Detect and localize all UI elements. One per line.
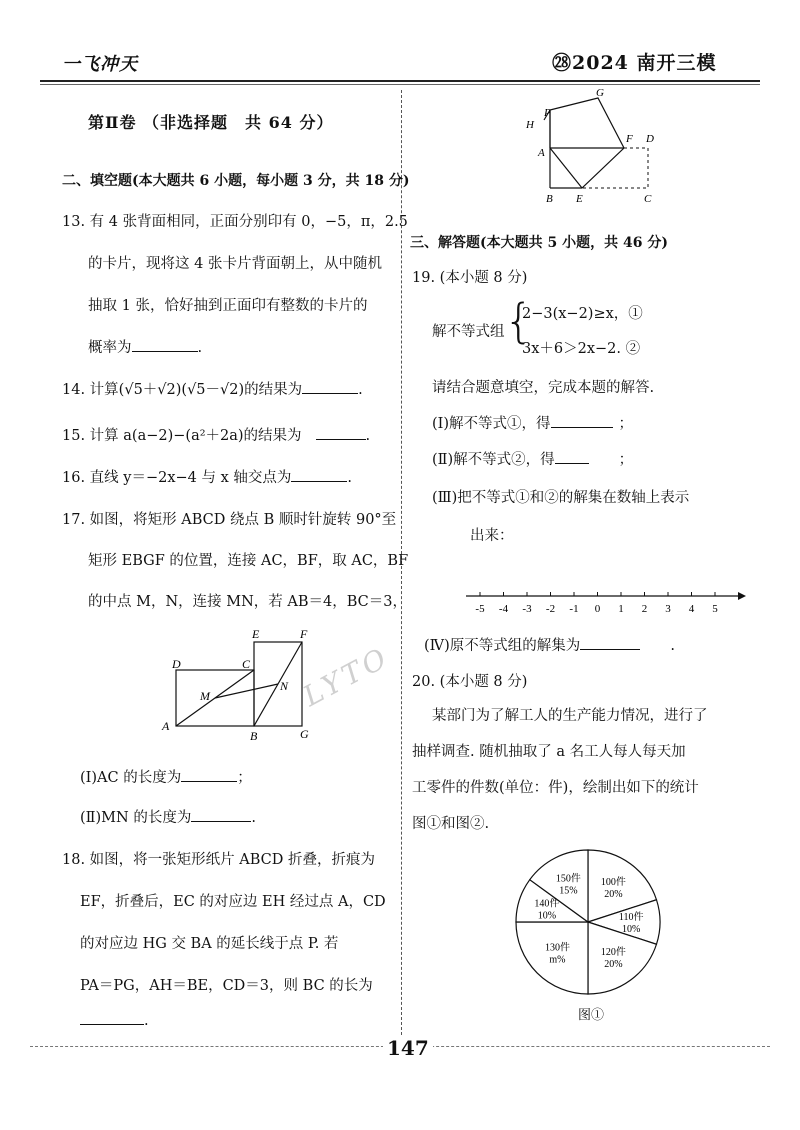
q13-line4 <box>88 336 202 357</box>
label-C: C <box>242 657 251 671</box>
q17-sub1 <box>80 766 252 787</box>
q17-line1: 17. 如图，将矩形 ABCD 绕点 B 顺时针旋转 90°至 <box>62 512 397 528</box>
q18-line4: PA＝PG，AH＝BE，CD＝3，则 BC 的长为 <box>80 978 373 994</box>
label-F: F <box>300 627 308 641</box>
q13-line3: 抽取 1 张，恰好抽到正面印有整数的卡片的 <box>88 298 368 314</box>
pie-slice-category: 110件 <box>618 912 644 923</box>
q19-head: 19. (本小题 8 分) <box>412 270 528 286</box>
q17-sub2-prompt: (Ⅱ)MN 的长度为 <box>80 810 192 826</box>
q17-sub1-prompt: (Ⅰ)AC 的长度为 <box>80 770 182 786</box>
q19-instruction: 请结合题意填空，完成本题的解答. <box>432 380 655 396</box>
q19-s1 <box>432 412 633 433</box>
label-F2: F <box>626 133 633 145</box>
q18-answer-line <box>80 1010 149 1029</box>
pie-slice-category: 120件 <box>600 946 626 958</box>
q13-line2: 的卡片，现将这 4 张卡片背面朝上，从中随机 <box>88 256 382 272</box>
q19-s2-answer-blank[interactable] <box>555 449 589 464</box>
q19-s1-answer-blank[interactable] <box>551 413 613 428</box>
pie-chart <box>508 842 668 1002</box>
pie-slice-category: 140件 <box>534 898 560 910</box>
q16 <box>62 466 352 487</box>
number-line <box>464 584 746 618</box>
q16-answer-blank[interactable] <box>291 467 347 482</box>
q19-s4 <box>424 634 675 655</box>
label-B2: B <box>546 193 553 205</box>
q13-line1: 13. 有 4 张背面相同，正面分别印有 0，−5，π，2.5 <box>62 214 408 230</box>
q20-line3: 工零件的件数(单位：件)，绘制出如下的统计 <box>412 780 699 796</box>
q18-answer-blank[interactable] <box>80 1010 144 1025</box>
q13-period: . <box>197 340 203 356</box>
folded-shape <box>550 98 624 188</box>
pie-slice-category: 130件 <box>544 942 570 954</box>
number-line-arrow <box>738 592 746 600</box>
page-number: 147 <box>383 1036 433 1060</box>
q19-ineq1: 2−3(x−2)≥x，① <box>522 306 643 322</box>
label-A2: A <box>538 147 545 159</box>
q17-line3: 的中点 M，N，连接 MN，若 AB＝4，BC＝3， <box>88 594 407 610</box>
q20-head: 20. (本小题 8 分) <box>412 674 528 690</box>
q19-brace: { <box>504 294 534 348</box>
header-rule-thin <box>40 84 760 85</box>
label-P: P <box>544 107 551 119</box>
q13-answer-blank[interactable] <box>132 337 198 352</box>
label-D: D <box>172 657 181 671</box>
number-line-label: 5 <box>712 603 718 615</box>
q15 <box>62 424 370 445</box>
part-title: 第Ⅱ卷 （非选择题 共 64 分） <box>88 113 334 132</box>
original-rect-part <box>582 148 648 188</box>
q14-answer-blank[interactable] <box>302 379 358 394</box>
q13-prompt: 概率为 <box>88 340 132 356</box>
q19-s1-semicolon: ； <box>618 416 634 432</box>
q17-sub2 <box>80 806 256 827</box>
label-B: B <box>250 729 258 742</box>
pie-slice-category: 100件 <box>600 877 626 889</box>
segment-AE <box>550 148 582 188</box>
label-M: M <box>200 689 210 703</box>
q19-s3b: 出来： <box>470 528 514 544</box>
q14 <box>62 378 363 399</box>
q17-line2: 矩形 EBGF 的位置，连接 AC，BF，取 AC，BF <box>88 553 409 569</box>
q17-sub1-answer-blank[interactable] <box>181 767 237 782</box>
q15-period: . <box>365 428 371 444</box>
q20-line1: 某部门为了解工人的生产能力情况，进行了 <box>432 708 708 724</box>
q15-answer-blank[interactable] <box>316 425 366 440</box>
pie-slice-percent: 20% <box>604 889 623 901</box>
label-E2: E <box>576 193 583 205</box>
q19-s4-answer-blank[interactable] <box>580 635 640 650</box>
number-line-label: 2 <box>641 603 648 615</box>
number-line-label: -3 <box>522 603 532 615</box>
pie-slice-percent: 10% <box>622 924 641 935</box>
header-right-title: ㉘2024 南开三模 <box>552 52 717 74</box>
label-N: N <box>280 679 289 693</box>
label-H: H <box>526 119 534 131</box>
q14-prompt: 14. 计算(√5＋√2)(√5－√2)的结果为 <box>62 382 303 398</box>
pie-slice-percent: m% <box>549 954 566 966</box>
number-line-label: 0 <box>594 603 601 615</box>
q20-line4: 图①和图②. <box>412 816 490 832</box>
q16-prompt: 16. 直线 y＝−2x−4 与 x 轴交点为 <box>62 470 292 486</box>
q18-figure <box>520 86 670 210</box>
pie-slice-percent: 10% <box>537 910 557 922</box>
q19-s4-period: . <box>670 638 675 654</box>
header-rule <box>40 80 760 82</box>
section2-title: 二、填空题(本大题共 6 小题，每小题 3 分，共 18 分) <box>62 173 410 189</box>
q18-period: . <box>144 1013 149 1029</box>
number-line-label: 4 <box>688 603 695 615</box>
label-E: E <box>252 627 260 641</box>
q19-s3a: (Ⅲ)把不等式①和②的解集在数轴上表示 <box>432 490 690 506</box>
q14-period: . <box>358 382 363 398</box>
q18-line3: 的对应边 HG 交 BA 的延长线于点 P. 若 <box>80 936 339 952</box>
q17-sub2-answer-blank[interactable] <box>191 807 251 822</box>
label-A: A <box>162 719 170 733</box>
q16-period: . <box>347 470 353 486</box>
number-line-label: 3 <box>665 603 671 615</box>
q17-sub2-period: . <box>251 810 256 826</box>
header-left-title: 一飞冲天 <box>62 54 138 75</box>
q19-s2 <box>432 448 633 469</box>
watermark-stamp: LYTO <box>297 640 396 713</box>
q15-prompt: 15. 计算 a(a−2)−(a²＋2a)的结果为 <box>62 428 302 444</box>
q20-line2: 抽样调查. 随机抽取了 a 名工人每人每天加 <box>412 744 686 760</box>
q18-line1: 18. 如图，将一张矩形纸片 ABCD 折叠，折痕为 <box>62 852 376 868</box>
label-G: G <box>300 727 309 741</box>
pie-caption: 图① <box>578 1008 605 1023</box>
q19-ineq2: 3x＋6＞2x−2. ② <box>522 341 641 357</box>
number-line-label: -5 <box>475 603 485 615</box>
label-G2: G <box>596 87 604 99</box>
q19-s2-prompt: (Ⅱ)解不等式②，得 <box>432 452 555 468</box>
pie-slice-category: 150件 <box>555 873 581 885</box>
q18-line2: EF，折叠后，EC 的对应边 EH 经过点 A，CD <box>80 894 386 910</box>
pie-slice-percent: 15% <box>559 885 578 897</box>
q17-sub1-semicolon: ； <box>237 770 252 786</box>
pie-slice-percent: 20% <box>604 958 623 970</box>
section3-title: 三、解答题(本大题共 5 小题，共 46 分) <box>410 235 668 251</box>
number-line-label: 1 <box>618 603 624 615</box>
q19-s4-prompt: (Ⅳ)原不等式组的解集为 <box>424 638 581 654</box>
q19-s1-prompt: (Ⅰ)解不等式①，得 <box>432 416 551 432</box>
number-line-label: -2 <box>545 603 556 615</box>
number-line-label: -4 <box>498 603 509 615</box>
q19-intro: 解不等式组 <box>432 324 505 340</box>
label-D2: D <box>646 133 654 145</box>
label-C2: C <box>644 193 652 205</box>
q19-s2-semicolon: ； <box>618 452 634 468</box>
number-line-label: -1 <box>569 603 579 615</box>
